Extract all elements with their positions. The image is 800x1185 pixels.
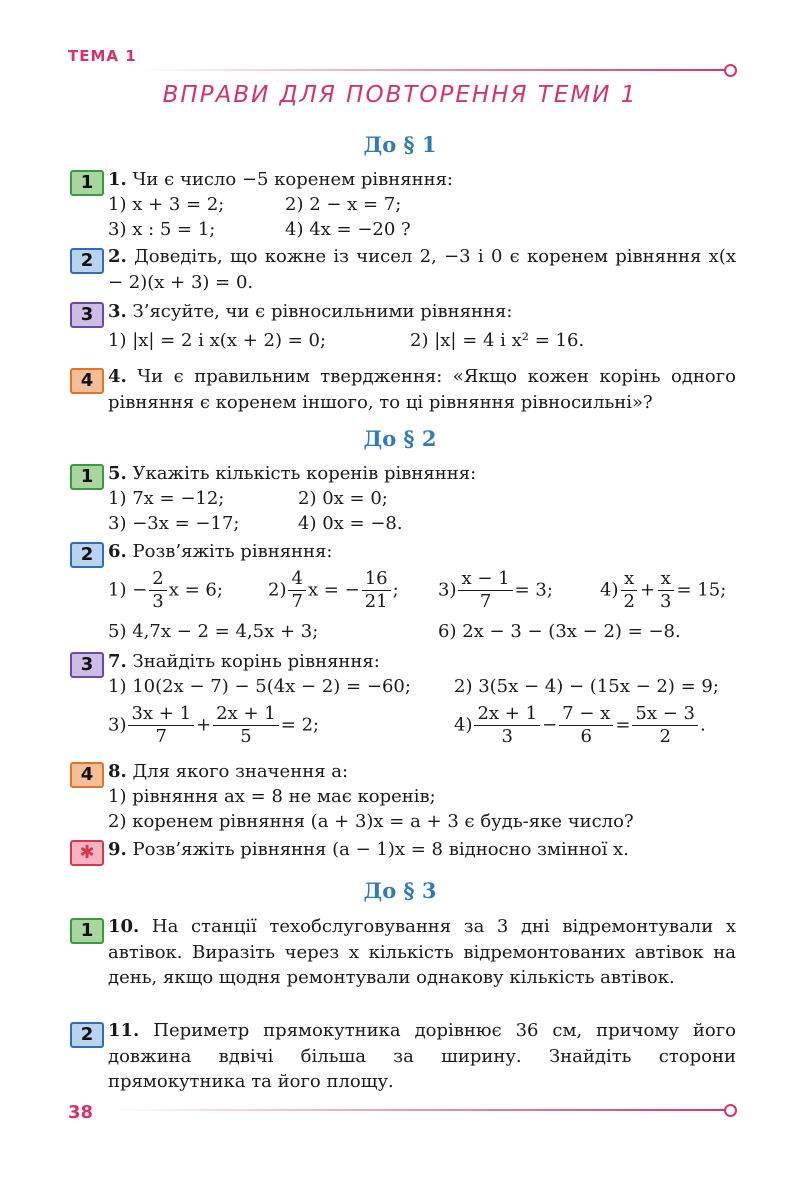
header-rule-end bbox=[724, 64, 737, 77]
exercise-number: 4. bbox=[108, 366, 127, 387]
exercise-text: Доведіть, що кожне із чисел 2, −3 і 0 є коренем рівняння x(x − 2)(x + 3) = 0. bbox=[108, 246, 736, 293]
exercise-8-item-1: 1) рівняння ax = 8 не має коренів; bbox=[108, 786, 436, 807]
fraction: $\frac{7 - x}{6}$ bbox=[559, 703, 613, 748]
exercise-6-item-2: 2) $\frac{4}{7}$ x = − $\frac{16}{21}$ ; bbox=[268, 568, 399, 612]
footer-rule bbox=[112, 1109, 726, 1111]
exercise-5 bbox=[108, 462, 476, 486]
exercise-number: 2. bbox=[108, 246, 127, 267]
exercise-6-item-5: 5) 4,7x − 2 = 4,5x + 3; bbox=[108, 621, 319, 642]
exercise-6-item-6: 6) 2x − 3 − (3x − 2) = −8. bbox=[438, 621, 681, 642]
exercise-text: Периметр прямокутника дорівнює 36 см, причому його довжина вдвічі більша за ширину. Знайдіть сторони прямокутника та його площу. bbox=[108, 1020, 736, 1092]
exercise-7 bbox=[108, 650, 380, 674]
exercise-number: 8. bbox=[108, 761, 127, 782]
exercise-text: Розв’яжіть рівняння (a − 1)x = 8 відносно змінної x. bbox=[126, 839, 629, 860]
level-3-badge: 3 bbox=[70, 652, 104, 678]
exercise-1-item-1: 1) x + 3 = 2; bbox=[108, 194, 225, 215]
exercise-5-item-2: 2) 0x = 0; bbox=[298, 488, 388, 509]
fraction: $\frac{2x + 1}{5}$ bbox=[213, 703, 279, 748]
section-heading-1: До § 1 bbox=[363, 132, 437, 157]
exercise-number: 11. bbox=[108, 1020, 140, 1041]
exercise-number: 9. bbox=[108, 839, 127, 860]
exercise-text: Чи є правильним твердження: «Якщо кожен корінь одного рівняння є коренем іншого, то ці рівняння рівносильні»? bbox=[108, 366, 736, 413]
level-2-badge: 2 bbox=[70, 1022, 104, 1048]
exercise-number: 3. bbox=[108, 301, 127, 322]
footer-rule-end bbox=[724, 1104, 737, 1117]
exercise-number: 1. bbox=[108, 169, 127, 190]
page-number: 38 bbox=[68, 1102, 94, 1123]
exercise-3 bbox=[108, 300, 512, 324]
exercise-text: Чи є число −5 коренем рівняння: bbox=[126, 169, 453, 190]
exercise-1-item-2: 2) 2 − x = 7; bbox=[285, 194, 402, 215]
level-4-badge: 4 bbox=[70, 762, 104, 788]
exercise-number: 5. bbox=[108, 463, 127, 484]
section-heading-3: До § 3 bbox=[363, 878, 437, 903]
section-heading-2: До § 2 bbox=[363, 426, 437, 451]
exercise-1 bbox=[108, 168, 453, 192]
exercise-5-item-1: 1) 7x = −12; bbox=[108, 488, 225, 509]
exercise-text: Укажіть кількість коренів рівняння: bbox=[126, 463, 477, 484]
fraction: $\frac{x}{3}$ bbox=[657, 568, 674, 613]
level-1-badge: 1 bbox=[70, 918, 104, 944]
exercise-text: Розв’яжіть рівняння: bbox=[126, 541, 333, 562]
exercise-10 bbox=[108, 914, 736, 991]
fraction: $\frac{2x + 1}{3}$ bbox=[474, 703, 540, 748]
exercise-4 bbox=[108, 364, 736, 415]
header-rule bbox=[140, 69, 726, 71]
level-3-badge: 3 bbox=[70, 302, 104, 328]
topic-label: ТЕМА 1 bbox=[68, 47, 137, 65]
fraction: $\frac{x - 1}{7}$ bbox=[458, 568, 512, 613]
fraction: $\frac{4}{7}$ bbox=[288, 568, 305, 613]
exercise-8-item-2: 2) коренем рівняння (a + 3)x = a + 3 є будь-яке число? bbox=[108, 811, 634, 832]
exercise-7-item-1: 1) 10(2x − 7) − 5(4x − 2) = −60; bbox=[108, 676, 411, 697]
exercise-7-item-2: 2) 3(5x − 4) − (15x − 2) = 9; bbox=[454, 676, 719, 697]
exercise-text: На станції техобслуговування за 3 дні відремонтували x автівок. Виразіть через x кількість відремонтованих автівок на день, якщо щодня ремонтували однакову кількість автівок. bbox=[108, 916, 736, 988]
exercise-7-item-4: 4) $\frac{2x + 1}{3}$ − $\frac{7 - x}{6}$ = $\frac{5x - 3}{2}$ . bbox=[454, 703, 706, 747]
exercise-1-item-3: 3) x : 5 = 1; bbox=[108, 219, 216, 240]
exercise-9 bbox=[108, 838, 629, 862]
level-2-badge: 2 bbox=[70, 248, 104, 274]
exercise-number: 6. bbox=[108, 541, 127, 562]
fraction: $\frac{5x - 3}{2}$ bbox=[632, 703, 698, 748]
fraction: $\frac{x}{2}$ bbox=[620, 568, 637, 613]
level-2-badge: 2 bbox=[70, 542, 104, 568]
exercise-6-item-4: 4) $\frac{x}{2}$ + $\frac{x}{3}$ = 15; bbox=[600, 568, 727, 612]
page-title: ВПРАВИ ДЛЯ ПОВТОРЕННЯ ТЕМИ 1 bbox=[162, 82, 638, 108]
fraction: $\frac{16}{21}$ bbox=[362, 568, 391, 613]
exercise-3-item-2: 2) |x| = 4 і x² = 16. bbox=[410, 330, 585, 351]
challenge-star-badge: ✱ bbox=[70, 840, 104, 866]
exercise-number: 10. bbox=[108, 916, 140, 937]
exercise-5-item-4: 4) 0x = −8. bbox=[298, 513, 403, 534]
exercise-8 bbox=[108, 760, 348, 784]
exercise-7-item-3: 3) $\frac{3x + 1}{7}$ + $\frac{2x + 1}{5}$ = 2; bbox=[108, 703, 320, 747]
exercise-number: 7. bbox=[108, 651, 127, 672]
exercise-text: Знайдіть корінь рівняння: bbox=[126, 651, 380, 672]
exercise-2 bbox=[108, 244, 736, 295]
exercise-3-item-1: 1) |x| = 2 і x(x + 2) = 0; bbox=[108, 330, 327, 351]
exercise-1-item-4: 4) 4x = −20 ? bbox=[285, 219, 411, 240]
fraction: $\frac{3x + 1}{7}$ bbox=[128, 703, 194, 748]
exercise-text: З’ясуйте, чи є рівносильними рівняння: bbox=[126, 301, 513, 322]
exercise-6 bbox=[108, 540, 332, 564]
exercise-5-item-3: 3) −3x = −17; bbox=[108, 513, 240, 534]
level-1-badge: 1 bbox=[70, 464, 104, 490]
exercise-6-item-1: 1) − $\frac{2}{3}$ x = 6; bbox=[108, 568, 223, 612]
level-1-badge: 1 bbox=[70, 170, 104, 196]
fraction: $\frac{2}{3}$ bbox=[149, 568, 166, 613]
level-4-badge: 4 bbox=[70, 368, 104, 394]
exercise-6-item-3: 3) $\frac{x - 1}{7}$ = 3; bbox=[438, 568, 553, 612]
exercise-11 bbox=[108, 1018, 736, 1095]
exercise-text: Для якого значення a: bbox=[126, 761, 349, 782]
